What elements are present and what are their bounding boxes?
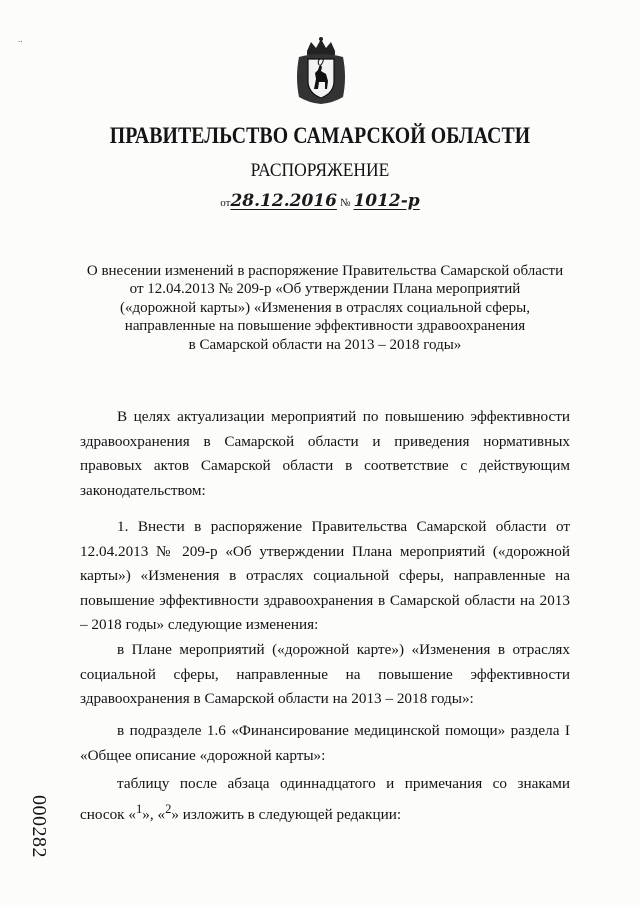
text-fragment: таблицу после абзаца одиннадцатого и примечания со знаками сносок « bbox=[80, 775, 570, 823]
date-number-line bbox=[0, 191, 640, 211]
body-paragraph: В целях актуализации мероприятий по повышению эффективности здравоохранения в Самарской области и приведения нормативных правовых актов Самарской области в соответствие с действующим законодательством: bbox=[80, 408, 570, 499]
subject-line: О внесении изменений в распоряжение Правительства Самарской области bbox=[86, 263, 564, 279]
number-sign: № bbox=[339, 197, 351, 209]
body-paragraph: в подразделе 1.6 «Финансирование медицинской помощи» раздела I «Общее описание «дорожной карты»: bbox=[80, 722, 570, 764]
body-paragraph: в Плане мероприятий («дорожной карте») «Изменения в отраслях социальной сферы, направленные на повышение эффективности здравоохранения в Самарской области на 2013 – 2018 годы»: bbox=[80, 641, 570, 708]
document-kind: РАСПОРЯЖЕНИЕ bbox=[250, 160, 390, 181]
subject-line: от 12.04.2013 № 209-р «Об утверждении Плана мероприятий bbox=[129, 281, 521, 298]
document-number: 1012-р bbox=[353, 191, 420, 211]
footnote-mark: 1 bbox=[135, 801, 143, 816]
document-subject bbox=[80, 262, 570, 354]
subject-line: направленные на повышение эффективности здравоохранения bbox=[124, 318, 526, 335]
text-fragment: » изложить в следующей редакции: bbox=[171, 805, 402, 823]
government-title: ПРАВИТЕЛЬСТВО САМАРСКОЙ ОБЛАСТИ bbox=[109, 123, 531, 148]
body-paragraph: 1. Внести в распоряжение Правительства Самарской области от 12.04.2013 № 209-р «Об утверждении Плана мероприятий («дорожной карты») «Изменения в отраслях социальной сферы, направленные на повышение эффективности здравоохранения в Самарской области на 2013 – 2018 годы» следующие изменения: bbox=[80, 518, 570, 634]
text-fragment: », « bbox=[142, 805, 166, 823]
samara-coat-of-arms-icon bbox=[293, 37, 349, 105]
footnote-mark: 2 bbox=[165, 801, 172, 816]
page-stamp-number bbox=[16, 795, 56, 858]
date-prefix: от bbox=[220, 197, 231, 209]
document-date: 28.12.2016 bbox=[230, 191, 337, 211]
body-paragraph-last bbox=[80, 772, 570, 827]
stamp-text: 000282 bbox=[28, 795, 50, 858]
subject-line: в Самарской области на 2013 – 2018 годы» bbox=[188, 336, 462, 353]
subject-line: («дорожной карты») «Изменения в отраслях социальной сферы, bbox=[120, 299, 530, 316]
corner-mark: .. bbox=[18, 34, 23, 44]
